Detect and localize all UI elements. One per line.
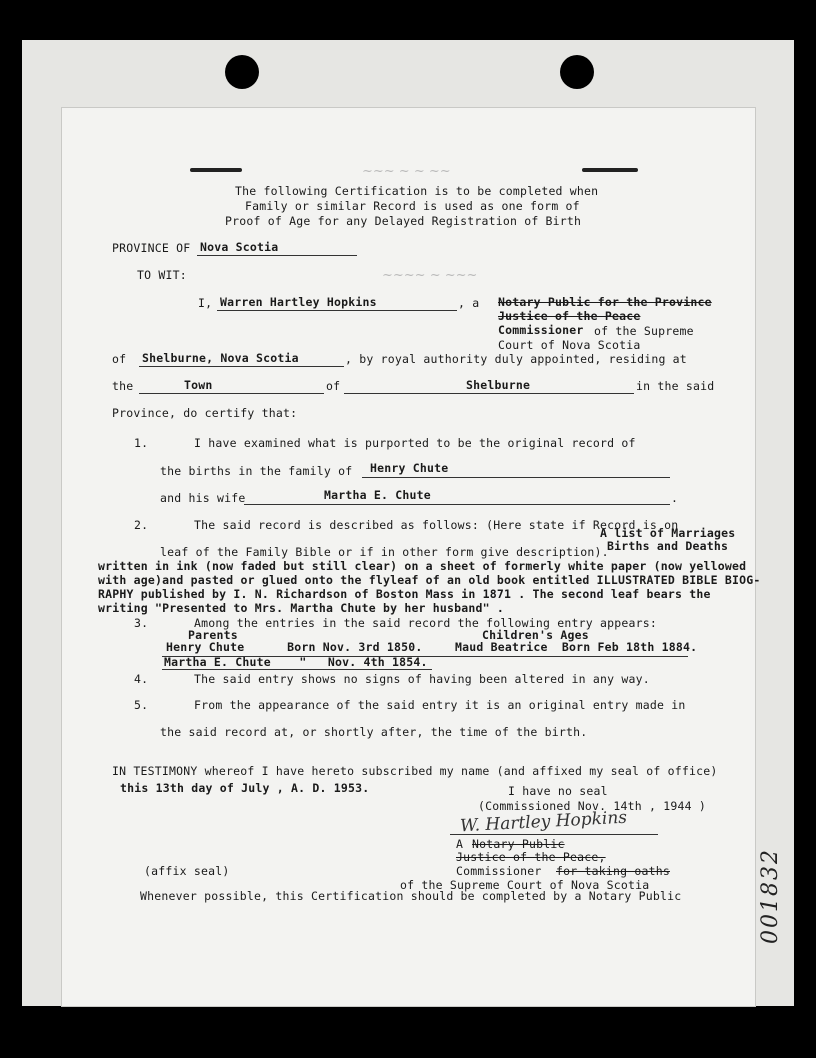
underline bbox=[197, 255, 357, 256]
underline bbox=[217, 310, 457, 311]
struck-notary-title: Notary Public for the Province bbox=[498, 295, 712, 309]
royal-authority-text: , by royal authority duly appointed, residing at bbox=[345, 352, 687, 366]
residence-type: Town bbox=[184, 378, 213, 392]
item4-text: The said entry shows no signs of having been altered in any way. bbox=[194, 672, 650, 686]
sig-struck-oaths: for taking oaths bbox=[556, 864, 670, 878]
item-number: 2. bbox=[134, 518, 149, 532]
bleed-through-handwriting: ~~~ ~ ~ ~~ bbox=[362, 164, 451, 179]
record-description: with age)and pasted or glued onto the flyleaf of an old book entitled ILLUSTRATED BIBLE BIOG- bbox=[98, 573, 761, 587]
item5-text: From the appearance of the said entry it is an original entry made in bbox=[194, 698, 686, 712]
commissioner-court: Court of Nova Scotia bbox=[498, 338, 641, 352]
item-number: 1. bbox=[134, 436, 149, 450]
record-description: writing "Presented to Mrs. Martha Chute by her husband" . bbox=[98, 601, 505, 615]
sig-commissioner: Commissioner bbox=[456, 864, 542, 878]
ink-mark bbox=[582, 168, 638, 172]
record-description: RAPHY published by I. N. Richardson of Boston Mass in 1871 . The second leaf bears the bbox=[98, 587, 711, 601]
bleed-through-handwriting: ~~~~ ~ ~~~ bbox=[382, 268, 478, 283]
entry-row: Henry Chute Born Nov. 3rd 1850. bbox=[166, 640, 423, 654]
residence-name: Shelburne bbox=[466, 378, 531, 392]
file-number-stamp: 001832 bbox=[758, 848, 783, 944]
entry-row: Martha E. Chute " Nov. 4th 1854. bbox=[164, 655, 428, 669]
record-insert: A list of Marriages bbox=[600, 526, 736, 540]
header-line: Family or similar Record is used as one form of bbox=[245, 199, 580, 213]
testimony-text: IN TESTIMONY whereof I have hereto subscribed my name (and affixed my seal of office) bbox=[112, 764, 718, 778]
punch-hole bbox=[560, 55, 594, 89]
ink-mark bbox=[190, 168, 242, 172]
underline bbox=[139, 366, 344, 367]
sig-struck-notary: Notary Public bbox=[472, 837, 565, 851]
in-said-text: in the said bbox=[636, 379, 715, 393]
province-value: Nova Scotia bbox=[200, 240, 279, 254]
item-number: 4. bbox=[134, 672, 149, 686]
mother-name: Martha E. Chute bbox=[324, 488, 431, 502]
province-certify-text: Province, do certify that: bbox=[112, 406, 298, 420]
children-label: Children's Ages bbox=[482, 628, 589, 642]
i-label: I, bbox=[198, 296, 213, 310]
certification-form bbox=[62, 108, 761, 1006]
item3-text: Among the entries in the said record the following entry appears: bbox=[194, 616, 658, 630]
of-label: of bbox=[112, 352, 127, 366]
certifier-name: Warren Hartley Hopkins bbox=[220, 295, 377, 309]
underline bbox=[162, 669, 432, 670]
father-name: Henry Chute bbox=[370, 461, 449, 475]
parents-label: Parents bbox=[188, 628, 238, 642]
sig-struck-justice: Justice of the Peace, bbox=[456, 850, 606, 864]
the-label: the bbox=[112, 379, 134, 393]
of-place: Shelburne, Nova Scotia bbox=[142, 351, 299, 365]
no-seal-note: I have no seal bbox=[508, 784, 608, 798]
item2-text: leaf of the Family Bible or if in other form give description). bbox=[160, 545, 609, 559]
item-number: 3. bbox=[134, 616, 149, 630]
item1-text: the births in the family of bbox=[160, 464, 353, 478]
underline bbox=[362, 477, 670, 478]
entry-child: Maud Beatrice Born Feb 18th 1884. bbox=[455, 640, 698, 654]
commissioner-title: Commissioner bbox=[498, 323, 584, 337]
punch-hole bbox=[225, 55, 259, 89]
commissioned-note: (Commissioned Nov. 14th , 1944 ) bbox=[478, 799, 706, 813]
period: . bbox=[671, 491, 679, 505]
item1-text: I have examined what is purported to be the original record of bbox=[194, 436, 636, 450]
item2-text: The said record is described as follows: (Here state if Record is on bbox=[194, 518, 679, 532]
of-label: of bbox=[326, 379, 341, 393]
item5-text: the said record at, or shortly after, the time of the birth. bbox=[160, 725, 588, 739]
a-label: , a bbox=[458, 296, 480, 310]
record-insert: Births and Deaths bbox=[607, 539, 729, 553]
struck-justice-title: Justice of the Peace bbox=[498, 309, 641, 323]
header-line: Proof of Age for any Delayed Registration of Birth bbox=[225, 214, 582, 228]
signature: W. Hartley Hopkins bbox=[459, 807, 628, 837]
to-wit-label: TO WIT: bbox=[137, 268, 187, 282]
item-number: 5. bbox=[134, 698, 149, 712]
header-line: The following Certification is to be completed when bbox=[235, 184, 599, 198]
underline bbox=[244, 504, 670, 505]
sig-court: of the Supreme Court of Nova Scotia bbox=[400, 878, 650, 892]
item1-text: and his wife bbox=[160, 491, 246, 505]
footer-note: Whenever possible, this Certification should be completed by a Notary Public bbox=[140, 889, 682, 903]
underline bbox=[344, 393, 634, 394]
testimony-date: this 13th day of July , A. D. 1953. bbox=[120, 781, 370, 795]
commissioner-suffix: of the Supreme bbox=[594, 324, 694, 338]
record-description: written in ink (now faded but still clear) on a sheet of formerly white paper (now yellowed bbox=[98, 559, 747, 573]
underline bbox=[450, 834, 658, 835]
affix-seal-label: (affix seal) bbox=[144, 864, 230, 878]
province-label: PROVINCE OF bbox=[112, 241, 191, 255]
sig-article: A bbox=[456, 837, 464, 851]
underline bbox=[139, 393, 324, 394]
